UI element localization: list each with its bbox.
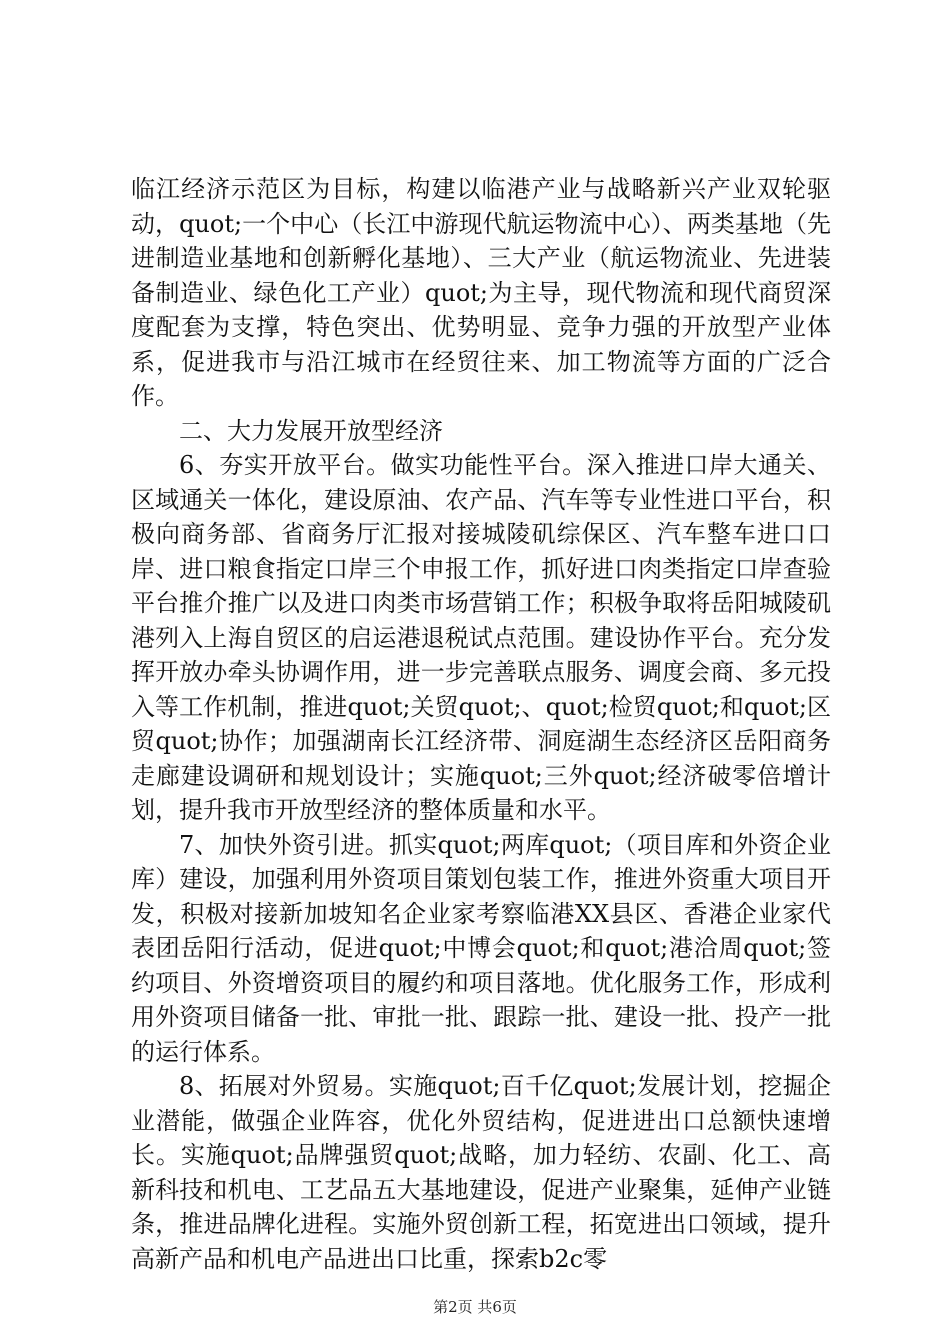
paragraph-item-8: 8、拓展对外贸易。实施quot;百千亿quot;发展计划，挖掘企业潜能，做强企业阵容，优化外贸结构，促进进出口总额快速增长。实施quot;品牌强贸quot;战略，加力轻纺、农副、化工、高新科技和机电、工艺品五大基地建设，促进产业聚集，延伸产业链条，推进品牌化进程。实施外贸创新工程，拓宽进出口领域，提升高新产品和机电产品进出口比重，探索b2c零 bbox=[131, 1072, 831, 1273]
section-heading: 二、大力发展开放型经济 bbox=[179, 416, 443, 445]
page-number-footer: 第2页 共6页 bbox=[433, 1298, 517, 1316]
paragraph-item-6: 6、夯实开放平台。做实功能性平台。深入推进口岸大通关、区域通关一体化，建设原油、农产品、汽车等专业性进口平台，积极向商务部、省商务厅汇报对接城陵矶综保区、汽车整车进口口岸、进口粮食指定口岸三个申报工作，抓好进口肉类指定口岸查验平台推介推广以及进口肉类市场营销工作；积极争取将岳阳城陵矶港列入上海自贸区的启运港退税试点范围。建设协作平台。充分发挥开放办牵头协调作用，进一步完善联点服务、调度会商、多元投入等工作机制，推进quot;关贸quot;、quot;检贸quot;和quot;区贸quot;协作；加强湖南长江经济带、洞庭湖生态经济区岳阳商务走廊建设调研和规划设计；实施quot;三外quot;经济破零倍增计划，提升我市开放型经济的整体质量和水平。 bbox=[131, 451, 831, 824]
document-body bbox=[131, 172, 831, 1276]
paragraph-continuation: 临江经济示范区为目标，构建以临港产业与战略新兴产业双轮驱动，quot;一个中心（长江中游现代航运物流中心）、两类基地（先进制造业基地和创新孵化基地）、三大产业（航运物流业、先进装备制造业、绿色化工产业）quot;为主导，现代物流和现代商贸深度配套为支撑，特色突出、优势明显、竞争力强的开放型产业体系，促进我市与沿江城市在经贸往来、加工物流等方面的广泛合作。 bbox=[131, 175, 831, 410]
paragraph-item-7: 7、加快外资引进。抓实quot;两库quot;（项目库和外资企业库）建设，加强利用外资项目策划包装工作，推进外资重大项目开发，积极对接新加坡知名企业家考察临港XX县区、香港企业家代表团岳阳行活动，促进quot;中博会quot;和quot;港洽周quot;签约项目、外资增资项目的履约和项目落地。优化服务工作，形成利用外资项目储备一批、审批一批、跟踪一批、建设一批、投产一批的运行体系。 bbox=[131, 830, 831, 1066]
